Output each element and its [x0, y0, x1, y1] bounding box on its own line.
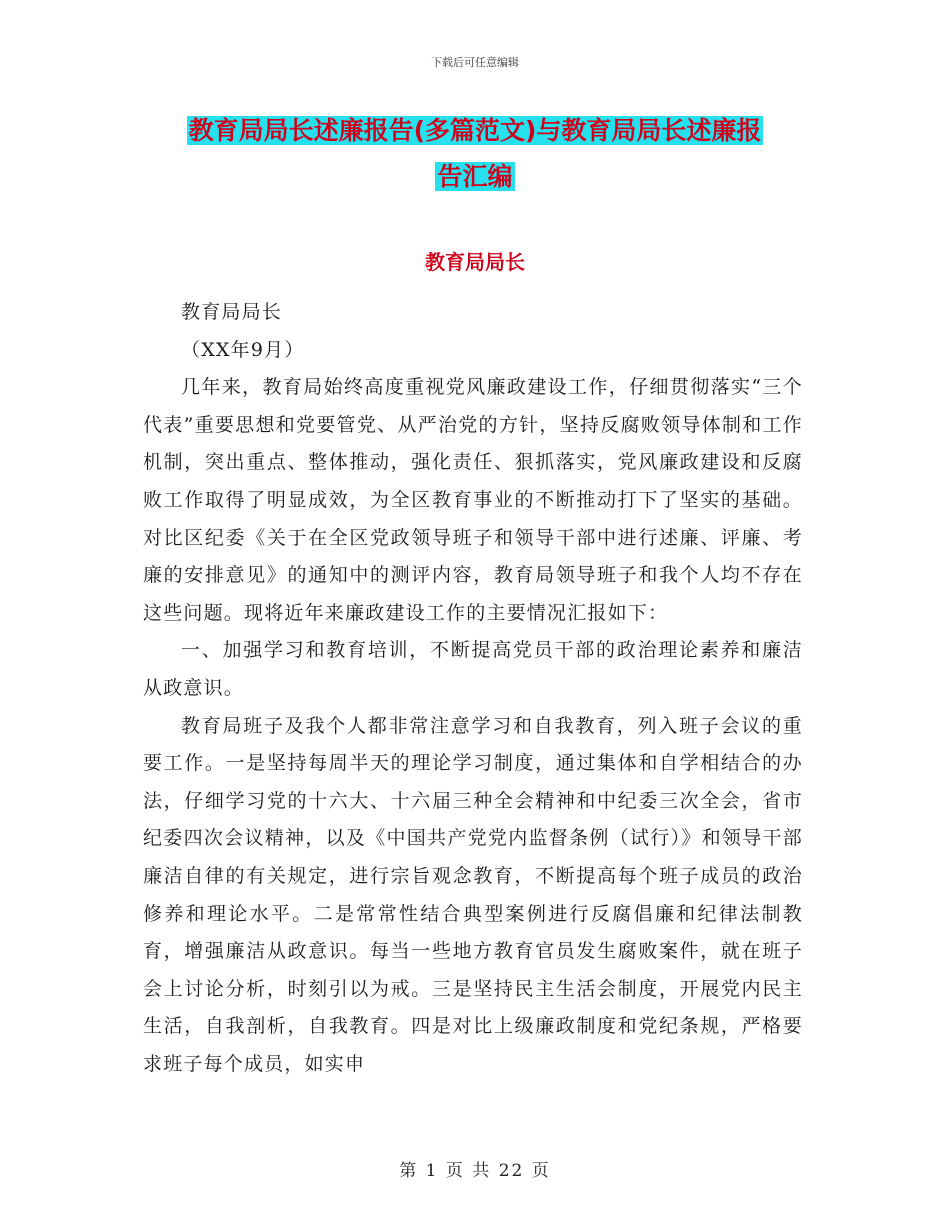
paragraph-study: 教育局班子及我个人都非常注意学习和自我教育，列入班子会议的重要工作。一是坚持每周半天的理论学习制度，通过集体和自学相结合的办法，仔细学习党的十六大、十六届三种全会精神和中纪委三次全会，省市纪委四次会议精神，以及《中国共产党党内监督条例（试行）》和领导干部廉洁自律的有关规定，进行宗旨观念教育，不断提高每个班子成员的政治修养和理论水平。二是常常性结合典型案例进行反腐倡廉和纪律法制教育，增强廉洁从政意识。每当一些地方教育官员发生腐败案件，就在班子会上讨论分析，时刻引以为戒。三是坚持民主生活会制度，开展党内民主生活，自我剖析，自我教育。四是对比上级廉政制度和党纪条规，严格要求班子每个成员，如实申	[143, 714, 803, 1075]
page-footer: 第 1 页 共 22 页	[399, 1161, 551, 1181]
paragraph-intro: 几年来，教育局始终高度重视党风廉政建设工作，仔细贯彻落实“三个代表”重要思想和党要管党、从严治党的方针，坚持反腐败领导体制和工作机制，突出重点、整体推动，强化责任、狠抓落实，党风廉政建设和反腐败工作取得了明显成效，为全区教育事业的不断推动打下了坚实的基础。对比区纪委《关于在全区党政领导班子和领导干部中进行述廉、评廉、考廉的安排意见》的通知中的测评内容，教育局领导班子和我个人均不存在这些问题。现将近年来廉政建设工作的主要情况汇报如下：	[143, 376, 803, 624]
paragraph-heading-one: 一、加强学习和教育培训，不断提高党员干部的政治理论素养和廉洁从政意识。	[143, 639, 803, 699]
document-title	[140, 108, 810, 200]
paragraph-date: （XX年9月）	[181, 338, 305, 361]
document-title-line2: 告汇编	[437, 162, 513, 191]
document-title-line1: 教育局局长述廉报告(多篇范文)与教育局局长述廉报	[188, 116, 762, 145]
header-note: 下载后可任意编辑	[431, 56, 519, 69]
paragraph-author: 教育局局长	[181, 301, 283, 323]
section-title: 教育局局长	[425, 250, 525, 274]
body-text	[143, 294, 803, 1083]
